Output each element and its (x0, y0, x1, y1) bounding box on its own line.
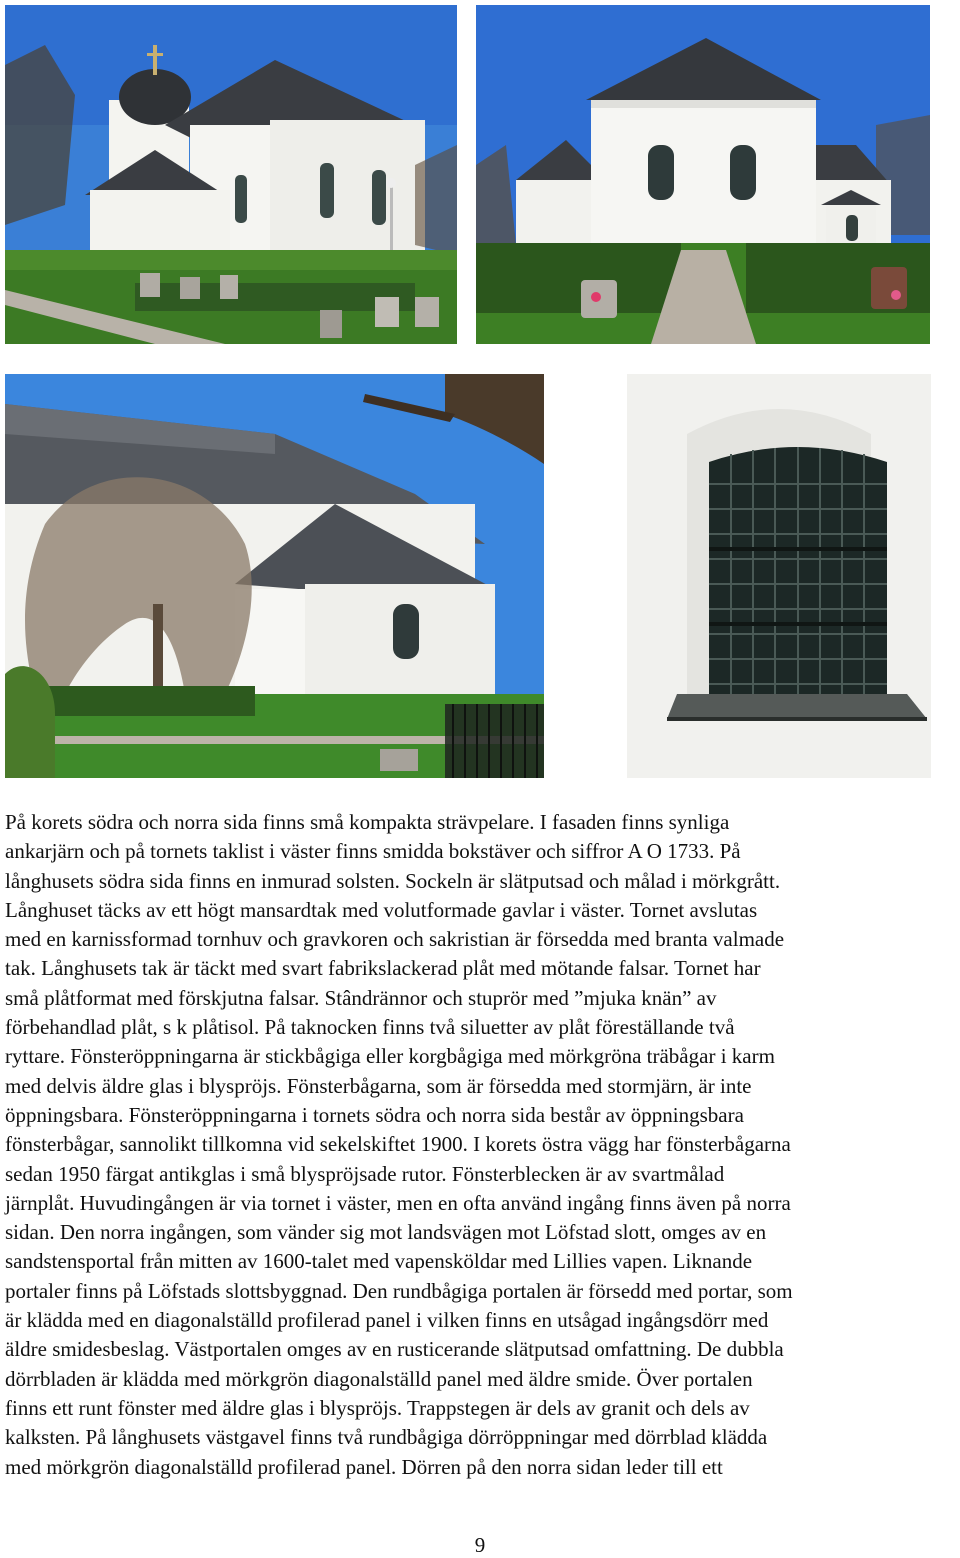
text-line: långhusets södra sida finns en inmurad solsten. Sockeln är slätputsad och målad i mörkgrått. (5, 868, 781, 893)
text-line: är klädda med en diagonalställd profilerad panel i vilken finns en utsågad ingångsdörr med (5, 1308, 769, 1333)
text-line: dörrbladen är klädda med mörkgrön diagonalställd panel med äldre smide. Över portalen (5, 1366, 753, 1391)
text-line: öppningsbara. Fönsteröppningarna i tornets södra och norra sida består av öppningsbara (5, 1102, 744, 1127)
text-line: fönsterbågar, sannolikt tillkomna vid sekelskiftet 1900. I korets östra vägg har fönsterbågarna (5, 1132, 791, 1157)
text-line: små plåtformat med förskjutna falsar. Stândrännor och stuprör med ”mjuka knän” av (5, 985, 717, 1010)
text-line: ryttare. Fönsteröppningarna är stickbågiga eller korgbågiga med mörkgröna träbågar i karm (5, 1044, 775, 1069)
text-line: ankarjärn och på tornets taklist i väster finns smidda bokstäver och siffror A O 1733. På (5, 839, 741, 864)
text-line: sidan. Den norra ingången, som vänder sig mot landsvägen mot Löfstad slott, omges av en (5, 1220, 767, 1245)
text-line: med mörkgrön diagonalställd profilerad panel. Dörren på den norra sidan leder till ett (5, 1454, 723, 1479)
body-text (5, 808, 955, 1482)
church-exterior-southeast-photo (5, 5, 457, 344)
text-line: sandstensportal från mitten av 1600-talet med vapensköldar med Lillies vapen. Liknande (5, 1249, 753, 1274)
text-line: järnplåt. Huvudingången är via tornet i väster, men en ofta använd ingång finns även på norra (5, 1190, 791, 1215)
text-line: kalksten. På långhusets västgavel finns två rundbågiga dörröppningar med dörrblad klädda (5, 1425, 768, 1450)
text-line: På korets södra och norra sida finns små kompakta strävpelare. I fasaden finns synliga (5, 810, 730, 834)
text-line: förbehandlad plåt, s k plåtisol. På taknocken finns två siluetter av plåt föreställande två (5, 1015, 735, 1040)
text-line: med delvis äldre glas i blyspröjs. Fönsterbågarna, som är försedda med stormjärn, är inte (5, 1073, 752, 1098)
church-exterior-north-sacristy-photo (5, 374, 544, 778)
text-line: Långhuset täcks av ett högt mansardtak med volutformade gavlar i väster. Tornet avslutas (5, 897, 758, 922)
page-number: 9 (474, 1533, 486, 1557)
text-line: portaler finns på Löfstads slottsbyggnad. Den rundbågiga portalen är försedd med portar, som (5, 1278, 793, 1303)
church-window-closeup-photo (627, 374, 931, 778)
church-exterior-east-photo (476, 5, 930, 344)
text-line: tak. Långhusets tak är täckt med svart fabrikslackerad plåt med mötande falsar. Tornet har (5, 956, 761, 981)
text-line: finns ett runt fönster med äldre glas i blyspröjs. Trappstegen är dels av granit och dels av (5, 1395, 750, 1420)
text-line: med en karnissformad tornhuv och gravkoren och sakristian är försedda med branta valmade (5, 927, 785, 952)
text-line: äldre smidesbeslag. Västportalen omges av en rusticerande slätputsad omfattning. De dubbla (5, 1337, 784, 1362)
text-line: sedan 1950 färgat antikglas i små blyspröjsade rutor. Fönsterblecken är av svartmålad (5, 1161, 725, 1186)
